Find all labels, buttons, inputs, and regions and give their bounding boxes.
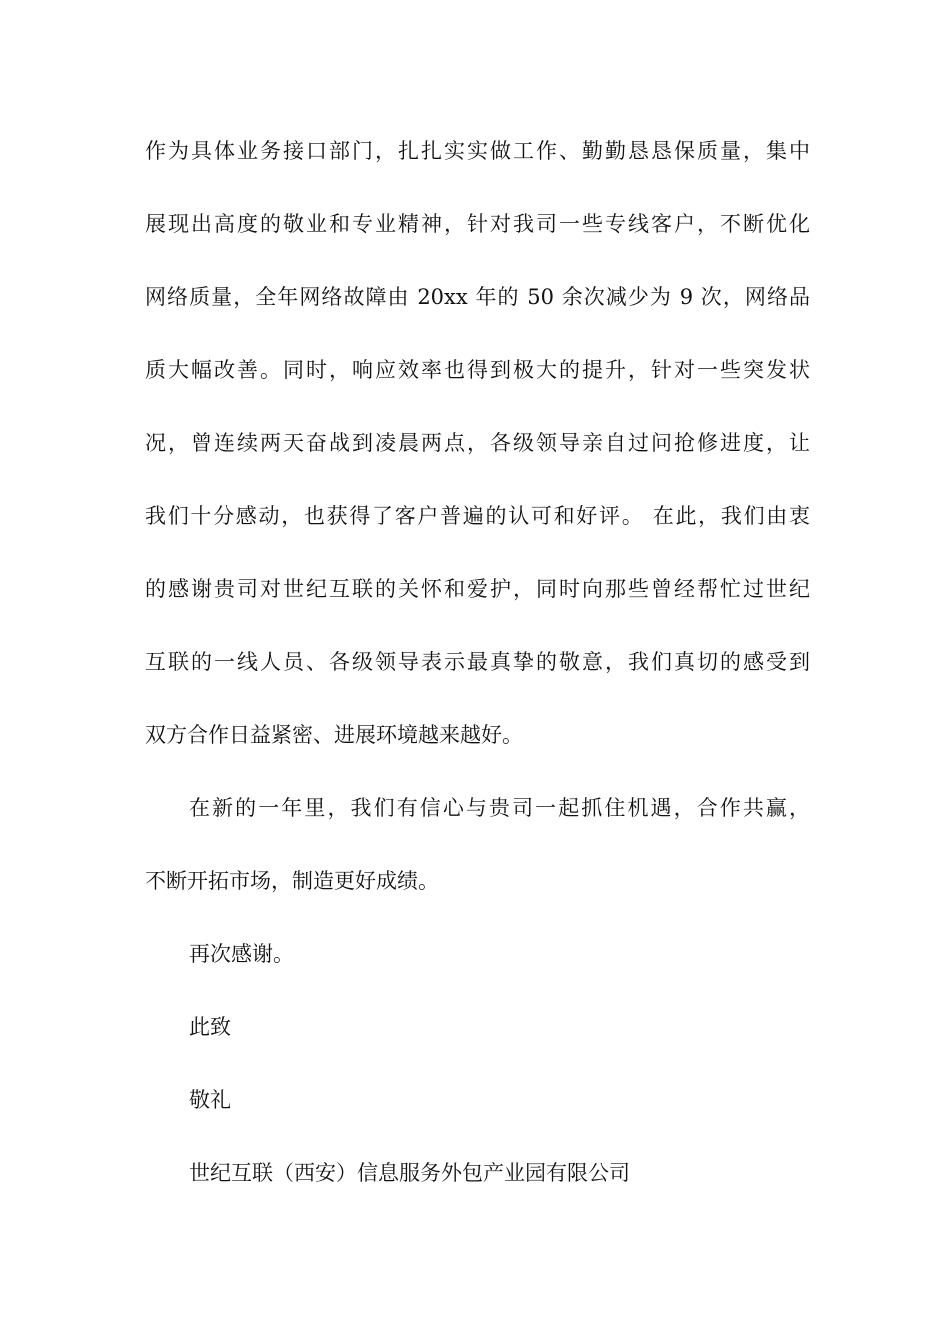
- body-line: 我们十分感动，也获得了客户普遍的认可和好评。 在此，我们由衷: [145, 504, 810, 528]
- body-line: 的感谢贵司对世纪互联的关怀和爱护，同时向那些曾经帮忙过世纪: [145, 577, 810, 601]
- signature-company: 世纪互联（西安）信息服务外包产业园有限公司: [189, 1161, 630, 1185]
- letter-body: [145, 133, 810, 1228]
- thanks-line: 再次感谢。: [189, 942, 294, 966]
- body-line: 展现出高度的敬业和专业精神，针对我司一些专线客户，不断优化: [145, 212, 810, 236]
- body-line: 互联的一线人员、各级领导表示最真挚的敬意，我们真切的感受到: [145, 650, 810, 674]
- paragraph-line: 在新的一年里，我们有信心与贵司一起抓住机遇，合作共赢，: [189, 796, 810, 820]
- closing-line: 此致: [189, 1015, 231, 1039]
- paragraph-line: 不断开拓市场，制造更好成绩。: [145, 869, 439, 893]
- body-line: 质大幅改善。同时，响应效率也得到极大的提升，针对一些突发状: [145, 358, 810, 382]
- body-line: 况，曾连续两天奋战到凌晨两点，各级领导亲自过问抢修进度，让: [145, 431, 810, 455]
- body-line: 网络质量，全年网络故障由 20xx 年的 50 余次减少为 9 次，网络品: [145, 285, 810, 309]
- body-line: 作为具体业务接口部门，扎扎实实做工作、勤勤恳恳保质量，集中: [145, 139, 810, 163]
- body-line: 双方合作日益紧密、进展环境越来越好。: [145, 723, 523, 747]
- salutation-line: 敬礼: [189, 1088, 231, 1112]
